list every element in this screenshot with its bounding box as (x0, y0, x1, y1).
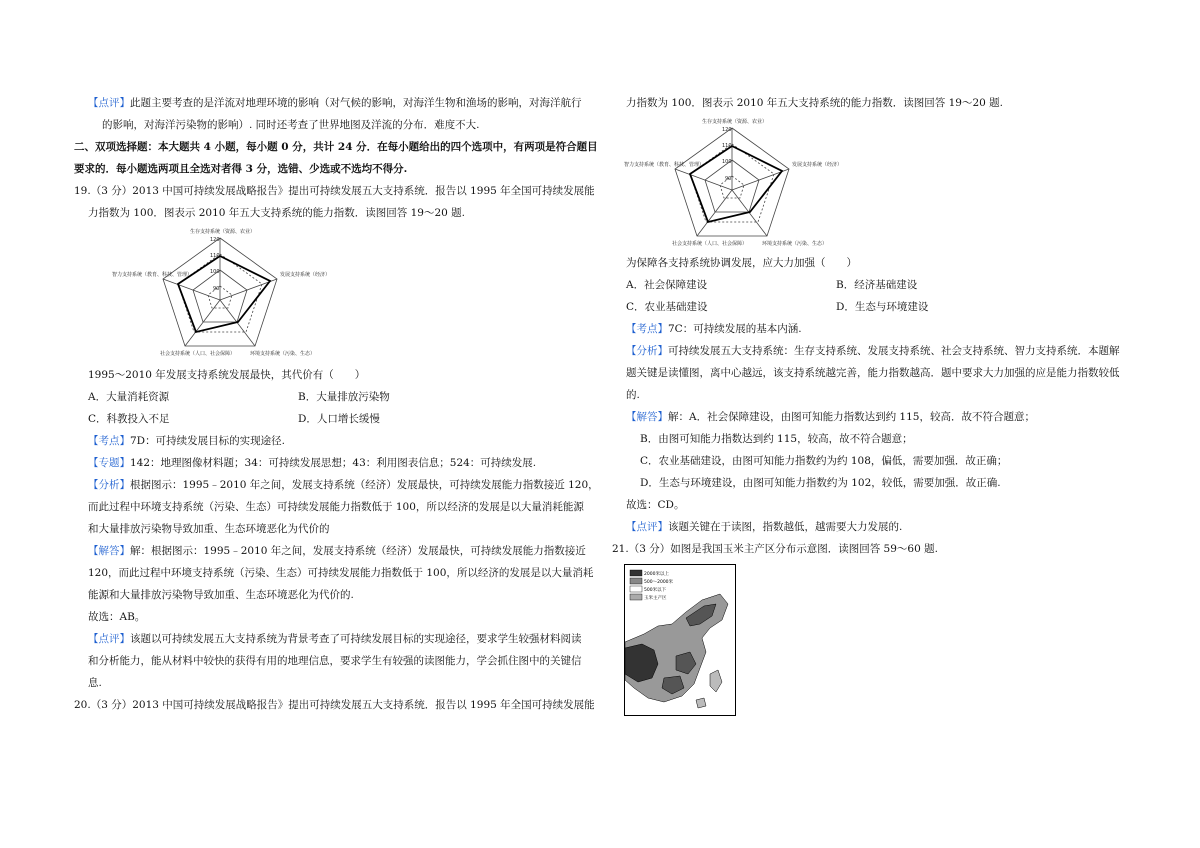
q19-option-b: B．大量排放污染物 (298, 391, 390, 403)
q19-stem-2: 力指数为 100．图表示 2010 年五大支持系统的能力指数．读图回答 19～20 题. (88, 207, 466, 219)
review-line-2: 的影响，对海洋污染物的影响）. 同时还考查了世界地图及洋流的分布．难度不大. (102, 119, 480, 131)
review-line: 【点评】此题主要考查的是洋流对地理环境的影响（对气候的影响，对海洋生物和渔场的影响，对海洋航行 (88, 97, 582, 109)
q19-fenxi-3: 和大量排放污染物导致加重、生态环境恶化为代价的 (88, 523, 330, 535)
section-heading-2: 要求的．每小题选两项且全选对者得 3 分，选错、少选或不选均不得分. (74, 163, 408, 175)
q20-stem-2: 力指数为 100．图表示 2010 年五大支持系统的能力指数．读图回答 19～20 题. (626, 97, 1004, 109)
q20-jieda-d: D．生态与环境建设，由图可知能力指数约为 102，较低，需要加强．故正确. (640, 477, 1001, 489)
radar-axis-label: 发展支持系统（经济） (280, 272, 330, 278)
q19-option-d: D．人口增长缓慢 (298, 413, 380, 425)
radar-chart-q19 (110, 224, 330, 364)
q20-jieda-c: C．农业基础建设，由图可知能力指数约为约 108，偏低，需要加强．故正确； (640, 455, 1008, 467)
q20-fenxi-2: 题关键是读懂图，离中心越远，该支持系统越完善，能力指数越高．题中要求大力加强的应是能力指数较低 (626, 367, 1120, 379)
q20-option-c: C．农业基础建设 (626, 301, 708, 313)
legend-label: 500米以下 (644, 588, 667, 593)
radar-tick: 120 (210, 237, 220, 243)
left-column (74, 92, 599, 716)
q19-options-row-2 (74, 408, 584, 430)
q20-jieda: 【解答】解：A．社会保障建设，由图可知能力指数达到约 115，较高．故不符合题意； (626, 411, 1035, 423)
q20-answer: 故选：CD。 (626, 499, 685, 511)
radar-axis-label: 社会支持系统（人口、社会保障） (160, 351, 236, 357)
review-tag: 【点评】 (88, 97, 130, 109)
q20-option-a: A．社会保障建设 (626, 279, 708, 291)
q19-jieda-2: 120，而此过程中环境支持系统（污染、生态）可持续发展能力指数低于 100，所以经济的发展是以大量消耗 (88, 567, 594, 579)
q19-jieda-3: 能源和大量排放污染物导致加重、生态环境恶化为代价的. (88, 589, 354, 601)
radar-tick: 100 (210, 269, 220, 275)
radar-axis-label: 智力支持系统（教育、科技、管理） (624, 162, 705, 168)
radar-axis-label: 智力支持系统（教育、科技、管理） (112, 272, 193, 278)
q20-jieda-b: B．由图可知能力指数达到约 115，较高，故不符合题意； (640, 433, 913, 445)
q19-option-c: C．科教投入不足 (88, 413, 170, 425)
q20-option-d: D．生态与环境建设 (836, 301, 929, 313)
q19-fenxi-2: 而此过程中环境支持系统（污染、生态）可持续发展能力指数低于 100，所以经济的发展是以大量消耗能源 (88, 501, 584, 513)
legend-label: 500～2000米 (644, 580, 674, 585)
q20-options-row-1 (612, 274, 1132, 296)
q19-dianping-3: 息. (88, 677, 102, 689)
radar-axis-label: 发展支持系统（经济） (792, 162, 842, 168)
q20-options-row-2 (612, 296, 1132, 318)
q19-fenxi: 【分析】根据图示：1995﹣2010 年之间，发展支持系统（经济）发展最快，可持续发展能力指数接近 120， (88, 479, 599, 491)
q20-dianping: 【点评】该题关键在于读图，指数越低，越需要大力发展的. (626, 521, 903, 533)
q19-answer: 故选：AB。 (88, 611, 146, 623)
corn-region-map (624, 564, 736, 716)
q19-dianping: 【点评】该题以可持续发展五大支持系统为背景考查了可持续发展目标的实现途径，要求学生较强材料阅读 (88, 633, 582, 645)
radar-series (178, 256, 270, 332)
q20-kaodian: 【考点】7C：可持续发展的基本内涵. (626, 323, 802, 335)
radar-tick: 100 (722, 159, 732, 165)
q20-stem: 20.（3 分）2013 中国可持续发展战略报告》提出可持续发展五大支持系统．报告以 1995 年全国可持续发展能 (74, 699, 595, 711)
q20-question: 为保障各支持系统协调发展，应大力加强（ ） (626, 257, 857, 269)
radar-axis-label: 社会支持系统（人口、社会保障） (672, 241, 748, 247)
q19-dianping-2: 和分析能力，能从材料中较快的获得有用的地理信息，要求学生有较强的读图能力，学会抓住图中的关键信 (88, 655, 582, 667)
radar-tick: 110 (210, 253, 220, 259)
radar-axis-label: 生存支持系统（资源、农业） (702, 119, 768, 125)
section-heading: 二、双项选择题：本大题共 4 小题，每小题 0 分，共计 24 分．在每小题给出的四个选项中，有两项是符合题目 (74, 141, 598, 153)
q19-question: 1995～2010 年发展支持系统发展最快，其代价有（ ） (88, 369, 366, 381)
q19-option-a: A．大量消耗资源 (88, 391, 170, 403)
legend-label: 2000米以上 (644, 572, 669, 577)
q20-fenxi-3: 的. (626, 389, 640, 401)
radar-chart-q20 (622, 114, 842, 252)
q19-zhuanti: 【专题】142：地理图像材料题；34：可持续发展思想；43：利用图表信息；524：可持续发展. (88, 457, 537, 469)
q19-kaodian: 【考点】7D：可持续发展目标的实现途径. (88, 435, 285, 447)
q21-stem: 21.（3 分）如图是我国玉米主产区分布示意图．读图回答 59～60 题. (612, 543, 938, 555)
radar-axis-label: 生存支持系统（资源、农业） (190, 229, 256, 235)
q19-options-row-1 (74, 386, 584, 408)
q19-stem: 19.（3 分）2013 中国可持续发展战略报告》提出可持续发展五大支持系统．报告以 1995 年全国可持续发展能 (74, 185, 595, 197)
q19-jieda: 【解答】解：根据图示：1995﹣2010 年之间，发展支持系统（经济）发展最快，可持续发展能力指数接近 (88, 545, 586, 557)
radar-tick: 90 (213, 286, 220, 292)
legend-label: 玉米主产区 (644, 596, 667, 601)
radar-tick: 120 (722, 127, 732, 133)
radar-tick: 110 (722, 143, 732, 149)
q20-fenxi: 【分析】可持续发展五大支持系统：生存支持系统、发展支持系统、社会支持系统、智力支持系统．本题解 (626, 345, 1120, 357)
radar-series (690, 146, 782, 222)
radar-axis-label: 环境支持系统（污染、生态） (762, 241, 828, 247)
radar-axis-label: 环境支持系统（污染、生态） (250, 351, 316, 357)
right-column (612, 92, 1132, 716)
q20-option-b: B．经济基础建设 (836, 279, 918, 291)
radar-tick: 90 (725, 176, 732, 182)
